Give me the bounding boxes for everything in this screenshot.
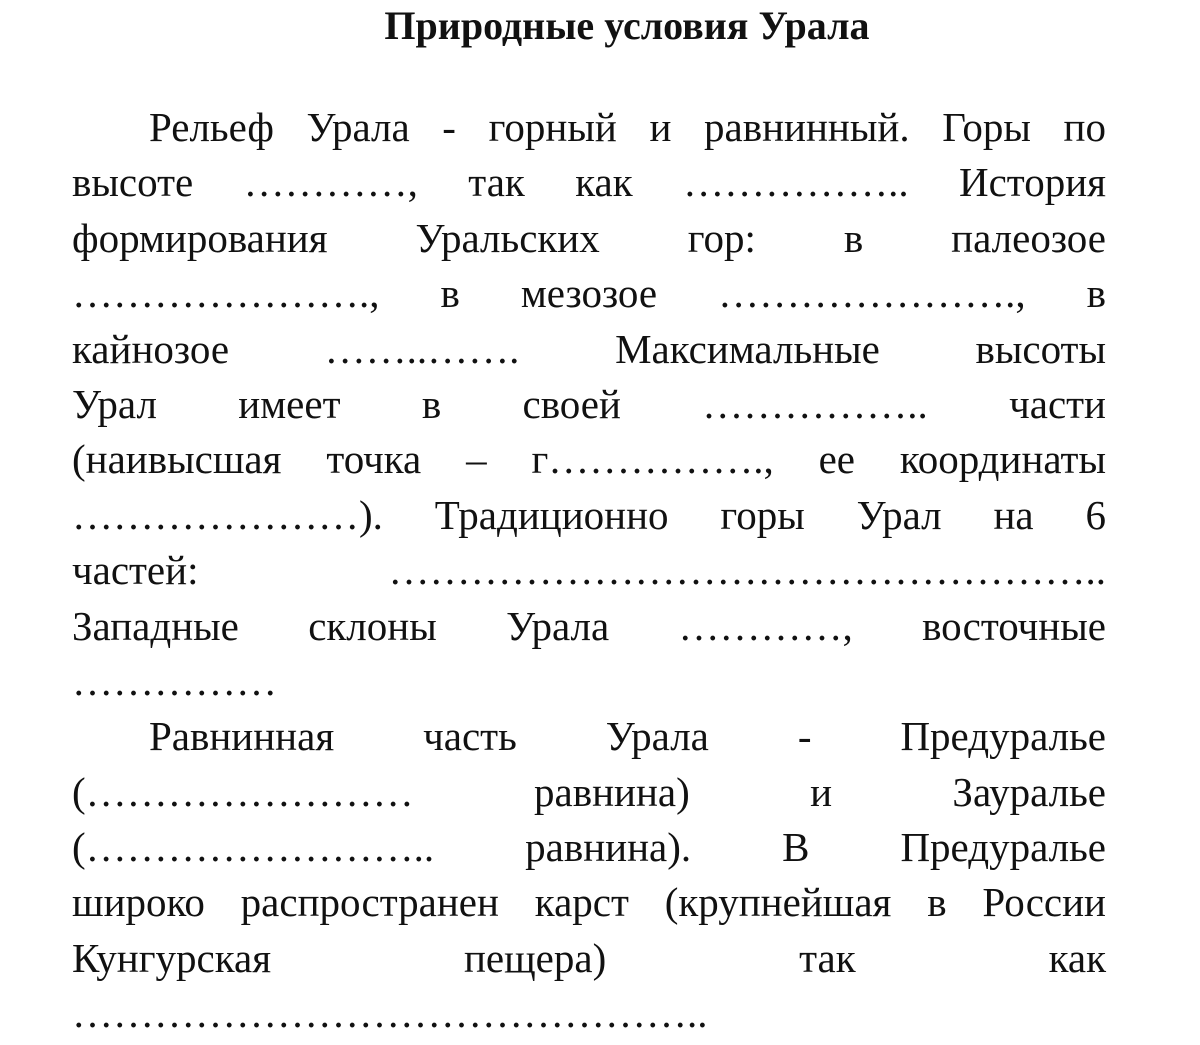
text-line: частей: …………………………………………….. xyxy=(72,547,1106,594)
text-line: Урал имеет в своей …………….. части xyxy=(72,380,1106,427)
text-line: формирования Уральских гор: в палеозое xyxy=(72,214,1106,261)
text-line: высоте …………, так как …………….. История xyxy=(72,159,1106,206)
text-line: широко распространен карст (крупнейшая в России xyxy=(72,879,1106,926)
text-line: ……………………………………….. xyxy=(72,990,708,1037)
text-line: Западные склоны Урала …………, восточные xyxy=(72,602,1106,649)
text-line: Равнинная часть Урала - Предуралье xyxy=(149,713,1106,760)
text-line: …………… xyxy=(72,657,277,704)
text-line: кайнозое ……..……. Максимальные высоты xyxy=(72,325,1106,372)
text-line: (…………………… равнина) и Зауралье xyxy=(72,768,1106,815)
document-title: Природные условия Урала xyxy=(384,3,870,48)
worksheet-body xyxy=(72,100,1106,1042)
text-line: (…………………….. равнина). В Предуралье xyxy=(72,824,1106,871)
paragraph-plains xyxy=(72,709,1106,1041)
text-line: Рельеф Урала - горный и равнинный. Горы по xyxy=(149,104,1106,150)
text-line: …………………., в мезозое …………………., в xyxy=(72,270,1106,317)
text-line: (наивысшая точка – г……………., ее координаты xyxy=(72,436,1106,483)
paragraph-relief-mountains xyxy=(72,100,1106,709)
text-line: …………………). Традиционно горы Урал на 6 xyxy=(72,491,1106,538)
text-line: Кунгурская пещера) так как xyxy=(72,934,1106,981)
